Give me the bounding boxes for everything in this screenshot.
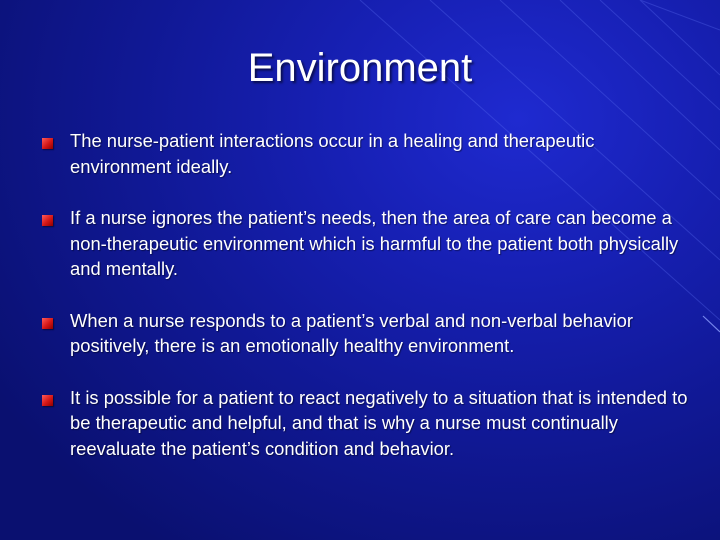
bullet-list <box>42 128 692 487</box>
list-item <box>42 385 692 462</box>
red-square-bullet-icon <box>42 395 53 406</box>
red-square-bullet-icon <box>42 215 53 226</box>
list-item <box>42 128 692 179</box>
slide-title: Environment <box>247 46 473 90</box>
bullet-text: If a nurse ignores the patient’s needs, then the area of care can become a non-therapeutic environment which is harmful to the patient both physically and mentally. <box>70 207 679 279</box>
list-item <box>42 308 692 359</box>
red-square-bullet-icon <box>42 318 53 329</box>
bullet-text: The nurse-patient interactions occur in a healing and therapeutic environment ideally. <box>70 130 595 177</box>
red-square-bullet-icon <box>42 138 53 149</box>
bullet-text: It is possible for a patient to react negatively to a situation that is intended to be therapeutic and helpful, and that is why a nurse must continually reevaluate the patient’s condition and behavior. <box>70 386 688 459</box>
list-item <box>42 205 692 282</box>
bullet-text: When a nurse responds to a patient’s verbal and non-verbal behavior positively, there is an emotionally healthy environment. <box>70 309 633 356</box>
